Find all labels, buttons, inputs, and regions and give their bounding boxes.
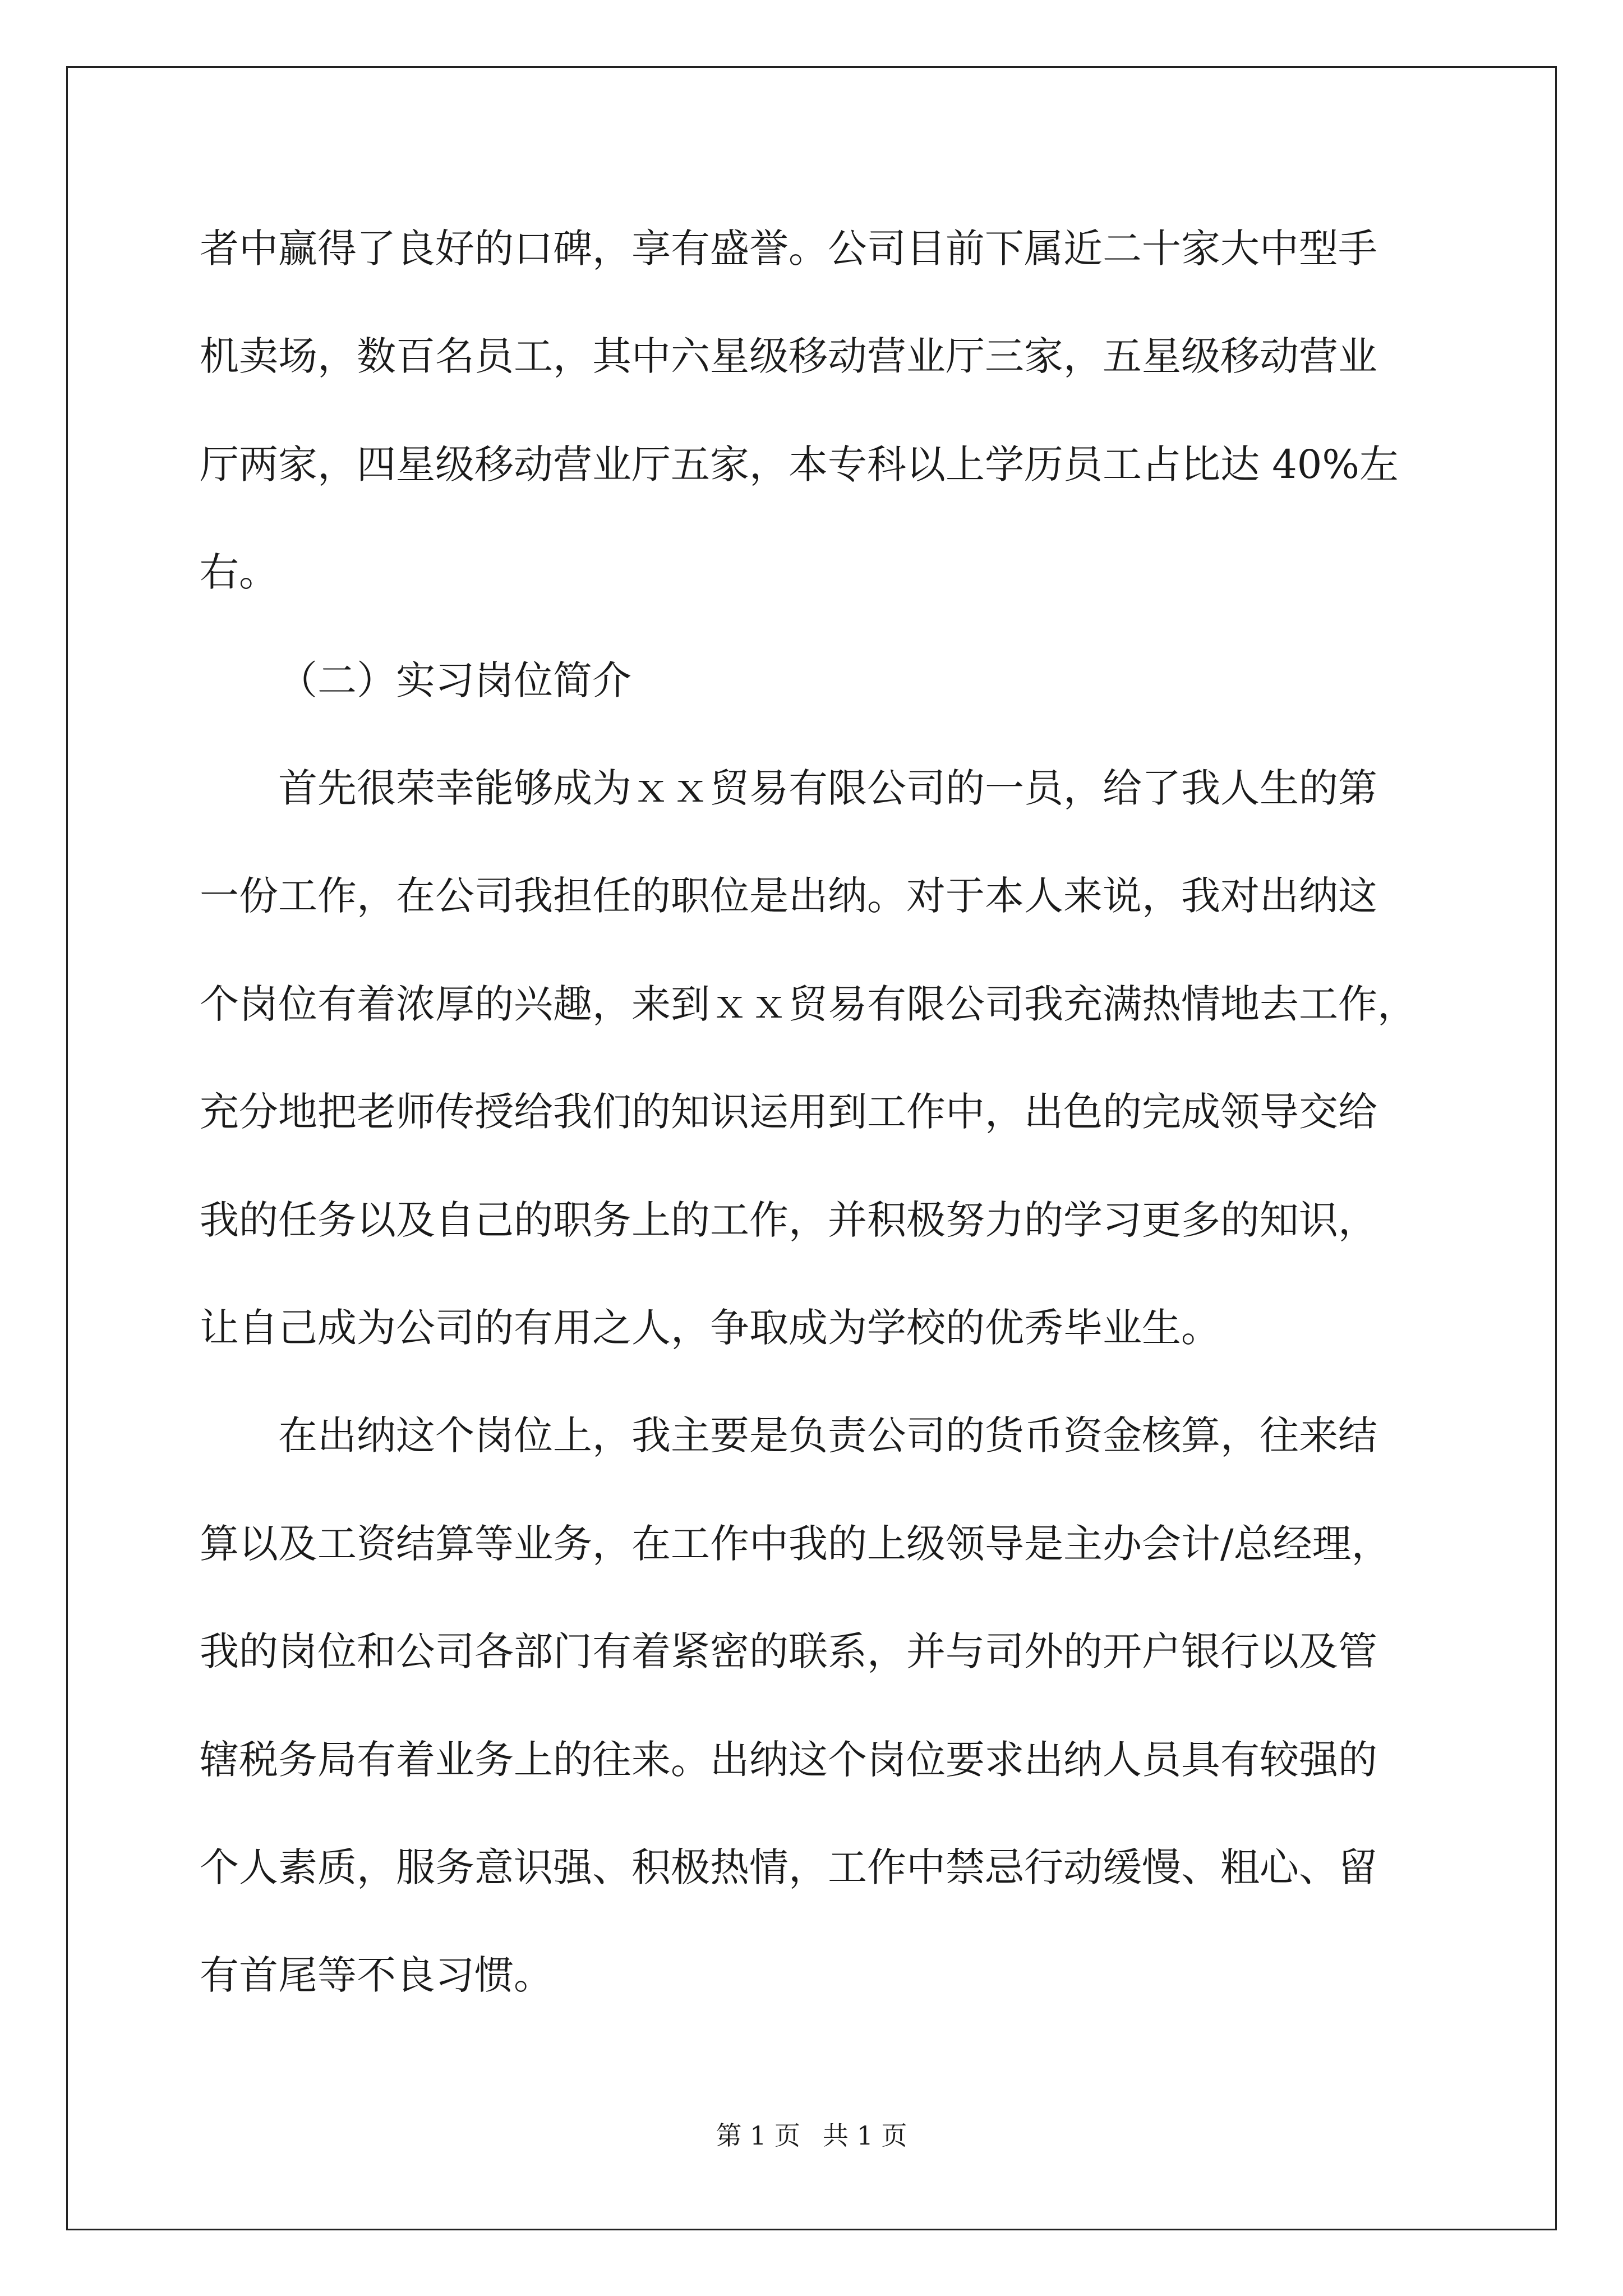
page-footer <box>0 2120 1623 2151</box>
text-line: 让自己成为公司的有用之人，争取成为学校的优秀毕业生。 <box>200 1305 1220 1351</box>
text-line: 厅两家，四星级移动营业厅五家，本专科以上学历员工占比达 40%左 <box>200 441 1399 487</box>
text-line: 我的任务以及自己的职务上的工作，并积极努力的学习更多的知识， <box>200 1197 1377 1243</box>
text-line: 者中赢得了良好的口碑，享有盛誉。公司目前下属近二十家大中型手 <box>200 226 1377 272</box>
text-line: 我的岗位和公司各部门有着紧密的联系，并与司外的开户银行以及管 <box>200 1628 1377 1674</box>
text-line: 在出纳这个岗位上，我主要是负责公司的货币资金核算，往来结 <box>278 1412 1377 1458</box>
text-line: 机卖场，数百名员工，其中六星级移动营业厅三家，五星级移动营业 <box>200 333 1377 379</box>
text-line: 算以及工资结算等业务，在工作中我的上级领导是主办会计/总经理， <box>200 1521 1391 1567</box>
text-line: 个岗位有着浓厚的兴趣，来到ｘｘ贸易有限公司我充满热情地去工作， <box>200 981 1417 1027</box>
section-heading: （二）实习岗位简介 <box>278 657 631 703</box>
text-line: 有首尾等不良习惯。 <box>200 1952 553 1998</box>
text-line: 辖税务局有着业务上的往来。出纳这个岗位要求出纳人员具有较强的 <box>200 1737 1377 1783</box>
text-line: 右。 <box>200 549 278 595</box>
text-line: 充分地把老师传授给我们的知识运用到工作中，出色的完成领导交给 <box>200 1089 1377 1135</box>
text-line: 个人素质，服务意识强、积极热情，工作中禁忌行动缓慢、粗心、留 <box>200 1844 1377 1890</box>
text-line: 一份工作，在公司我担任的职位是出纳。对于本人来说，我对出纳这 <box>200 873 1377 919</box>
page-border <box>66 66 1557 2230</box>
page-total: 共 1 页 <box>823 2120 907 2151</box>
text-line: 首先很荣幸能够成为ｘｘ贸易有限公司的一员，给了我人生的第 <box>278 765 1377 811</box>
page-number: 第 1 页 <box>716 2120 800 2151</box>
